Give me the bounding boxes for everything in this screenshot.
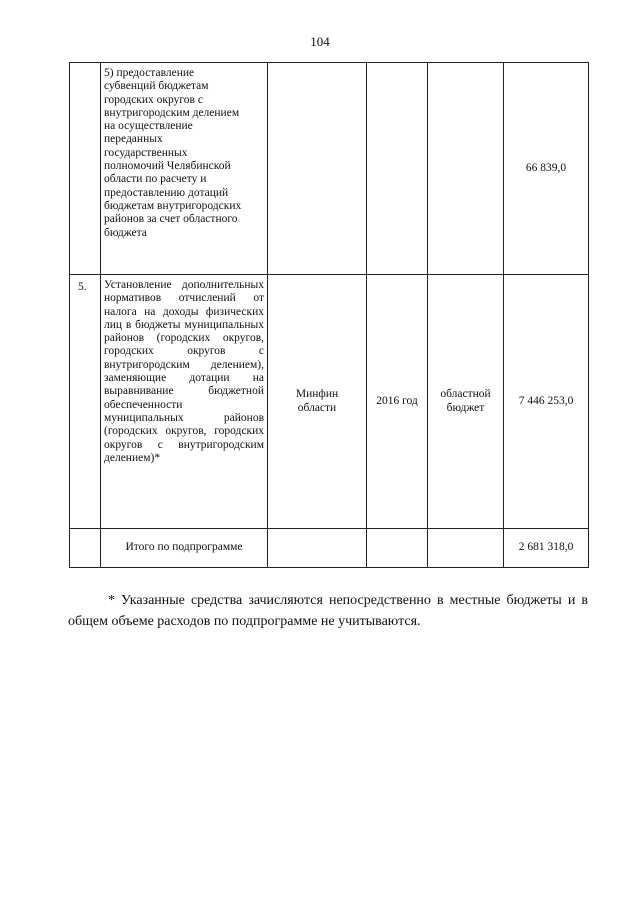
page-number: 104 <box>310 34 330 49</box>
cell-sum <box>504 63 589 275</box>
cell-executor <box>268 275 367 529</box>
cell-number-empty <box>70 529 101 568</box>
source-line-2: бюджет <box>446 401 485 414</box>
cell-executor-empty <box>268 529 367 568</box>
table-row-5 <box>70 275 589 529</box>
cell-term-empty <box>367 529 428 568</box>
footnote: * Указанные средства зачисляются непосредственно в местные бюджеты и в общем объеме расходов по подпрограмме не учитываются. <box>68 593 588 629</box>
cell-total-label <box>101 529 268 568</box>
cell-activity-name <box>101 275 268 529</box>
expenditure-table <box>69 62 589 568</box>
cell-source <box>428 63 504 275</box>
activity-name-text: Установление дополнительных нормативов отчислений от налога на доходы физических лиц в бюджеты муниципальных районов (городских округов, городских округов с внутригородским делением), заменяющие дотации на выравнивание бюджетной обеспеченности муниципальных районов (городских округов, городских округов с внутригородским делением)* <box>104 279 264 464</box>
sum-value: 66 839,0 <box>525 161 567 174</box>
cell-source-empty <box>428 529 504 568</box>
source-line-1: областной <box>440 388 491 401</box>
total-label: Итого по подпрограмме <box>125 541 243 554</box>
table-row-subsidy <box>70 63 589 275</box>
executor-line-1: Минфин <box>295 388 339 401</box>
row-number: 5. <box>78 281 87 293</box>
cell-source <box>428 275 504 529</box>
term-value: 2016 год <box>376 394 418 407</box>
cell-number <box>70 63 101 275</box>
executor-line-2: области <box>297 401 337 414</box>
cell-term <box>367 275 428 529</box>
cell-sum <box>504 275 589 529</box>
table-row-total <box>70 529 589 568</box>
cell-executor <box>268 63 367 275</box>
sum-value: 7 446 253,0 <box>518 394 574 407</box>
cell-total-sum <box>504 529 589 568</box>
cell-activity-name <box>101 63 268 275</box>
cell-number <box>70 275 101 529</box>
activity-name-text: 5) предоставление субвенций бюджетам городских округов с внутригородским делением на осуществление переданных государственных полномочий Челябинской области по расчету и предоставлению дотаций бюджетам внутригородских районов за счет областного бюджета <box>104 67 242 239</box>
cell-term <box>367 63 428 275</box>
total-sum-value: 2 681 318,0 <box>518 541 574 554</box>
